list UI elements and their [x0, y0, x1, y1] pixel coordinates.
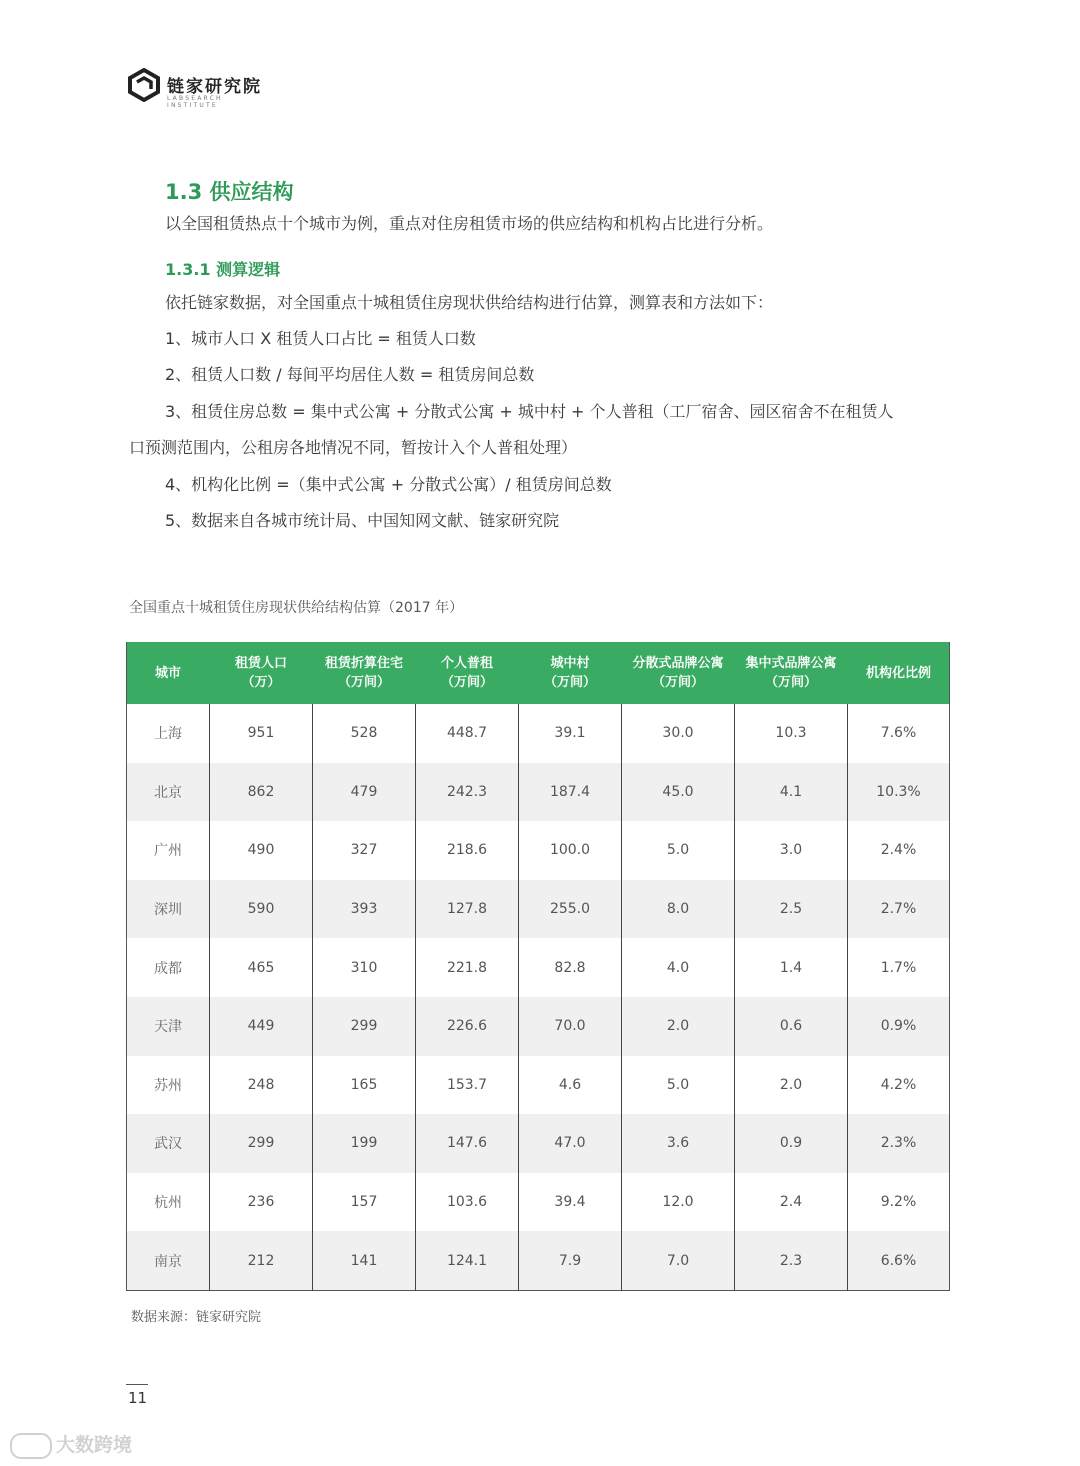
- value-cell: 255.0: [519, 880, 622, 939]
- column-header-unit: （万）: [241, 675, 281, 690]
- value-cell: 10.3%: [848, 763, 950, 822]
- data-source: 数据来源：链家研究院: [131, 1310, 262, 1325]
- value-cell: 0.6: [735, 997, 848, 1056]
- table-row: [127, 880, 950, 939]
- value-cell: 862: [210, 763, 313, 822]
- value-cell: 3.0: [735, 821, 848, 880]
- column-header-unit: （万间）: [764, 675, 817, 690]
- watermark: [10, 1430, 132, 1459]
- value-cell: 221.8: [416, 938, 519, 997]
- table-row: [127, 1056, 950, 1115]
- value-cell: 9.2%: [880, 1194, 917, 1211]
- value-cell: 82.8: [519, 938, 622, 997]
- value-cell: 449: [210, 997, 313, 1056]
- value-cell: 10.3: [735, 704, 848, 763]
- table-row: [127, 821, 950, 880]
- brand-name: 链家研究院: [167, 77, 262, 97]
- watermark-icon: [10, 1433, 52, 1459]
- value-cell: 103.6: [416, 1173, 519, 1232]
- method-lead: 依托链家数据，对全国重点十城租赁住房现状供给结构进行估算，测算表和方法如下：: [165, 293, 774, 312]
- value-cell: 448.7: [416, 704, 519, 763]
- value-cell: 2.7%: [848, 880, 950, 939]
- city-cell: 天津: [127, 997, 210, 1056]
- method-item-4: 4、机构化比例 =（集中式公寓 + 分散式公寓）/ 租赁房间总数: [165, 475, 612, 494]
- value-cell: 2.3: [735, 1231, 848, 1290]
- value-cell: 590: [210, 880, 313, 939]
- table-caption: 全国重点十城租赁住房现状供给结构估算（2017 年）: [129, 600, 464, 616]
- city-cell: 武汉: [127, 1114, 210, 1173]
- value-cell: 2.3%: [848, 1114, 950, 1173]
- table-row: [127, 1231, 950, 1290]
- value-cell: 218.6: [416, 821, 519, 880]
- column-header-label: 个人普租: [440, 656, 493, 671]
- value-cell: 2.5: [735, 880, 848, 939]
- method-item-2: 2、租赁人口数 / 每间平均居住人数 = 租赁房间总数: [165, 365, 535, 384]
- table-row: [127, 997, 950, 1056]
- column-header: [313, 642, 416, 704]
- value-cell: 4.2%: [880, 1076, 917, 1093]
- value-cell: 212: [210, 1231, 313, 1290]
- value-cell: 7.9: [519, 1231, 622, 1290]
- column-header: [519, 642, 622, 704]
- value-cell: 6.6%: [848, 1231, 950, 1290]
- value-cell: 465: [210, 938, 313, 997]
- supply-structure-table: [126, 642, 950, 1291]
- value-cell: 299: [210, 1114, 313, 1173]
- value-cell: 4.6: [519, 1056, 622, 1115]
- value-cell: 187.4: [519, 763, 622, 822]
- city-cell: 上海: [127, 704, 210, 763]
- table-body: [127, 704, 950, 1290]
- value-cell: 528: [313, 704, 416, 763]
- value-cell: 45.0: [622, 763, 735, 822]
- value-cell: 310: [313, 938, 416, 997]
- value-cell: 490: [210, 821, 313, 880]
- column-header-unit: （万间）: [337, 675, 390, 690]
- column-header-unit: （万间）: [651, 675, 704, 690]
- watermark-text: 大数跨境: [56, 1434, 133, 1456]
- table-row: [127, 1114, 950, 1173]
- column-header-unit: （万间）: [440, 675, 493, 690]
- table-row: [127, 763, 950, 822]
- value-cell: 39.4: [519, 1173, 622, 1232]
- value-cell: 7.6%: [880, 725, 917, 742]
- value-cell: 2.0: [622, 997, 735, 1056]
- column-header-label: 集中式品牌公寓: [745, 656, 837, 671]
- city-cell: 苏州: [127, 1056, 210, 1115]
- city-cell: 北京: [127, 763, 210, 822]
- value-cell: 30.0: [622, 704, 735, 763]
- value-cell: 479: [313, 763, 416, 822]
- value-cell: 4.1: [735, 763, 848, 822]
- city-cell: 南京: [127, 1231, 210, 1290]
- column-header: [416, 642, 519, 704]
- section-title: 1.3 供应结构: [165, 180, 294, 204]
- value-cell: 1.4: [735, 938, 848, 997]
- value-cell: 124.1: [416, 1231, 519, 1290]
- city-cell: 广州: [127, 821, 210, 880]
- table-row: [127, 704, 950, 763]
- method-item-5: 5、数据来自各城市统计局、中国知网文献、链家研究院: [165, 511, 560, 530]
- value-cell: 147.6: [416, 1114, 519, 1173]
- value-cell: 5.0: [622, 1056, 735, 1115]
- brand-logo: [127, 68, 277, 108]
- value-cell: 5.0: [622, 821, 735, 880]
- method-item-3: 3、租赁住房总数 = 集中式公寓 + 分散式公寓 + 城中村 + 个人普租（工厂宿舍、园区宿舍不在租赁人: [165, 402, 894, 421]
- value-cell: 7.0: [622, 1231, 735, 1290]
- value-cell: 157: [313, 1173, 416, 1232]
- value-cell: 12.0: [622, 1173, 735, 1232]
- city-cell: 成都: [127, 938, 210, 997]
- value-cell: 248: [210, 1056, 313, 1115]
- value-cell: 165: [313, 1056, 416, 1115]
- value-cell: 327: [313, 821, 416, 880]
- method-item-1: 1、城市人口 X 租赁人口占比 = 租赁人口数: [165, 329, 476, 348]
- page-number: 11: [128, 1389, 148, 1407]
- value-cell: 70.0: [519, 997, 622, 1056]
- value-cell: 47.0: [519, 1114, 622, 1173]
- column-header-label: 租赁人口: [234, 656, 287, 671]
- table-row: [127, 1173, 950, 1232]
- column-header: [848, 642, 950, 704]
- column-header-label: 租赁折算住宅: [324, 656, 403, 671]
- column-header-label: 城中村: [550, 656, 590, 671]
- value-cell: 153.7: [416, 1056, 519, 1115]
- column-header: [735, 642, 848, 704]
- subsection-title: 1.3.1 测算逻辑: [165, 260, 281, 279]
- value-cell: 1.7%: [880, 959, 917, 976]
- column-header: [622, 642, 735, 704]
- value-cell: 393: [313, 880, 416, 939]
- value-cell: 236: [210, 1173, 313, 1232]
- value-cell: 242.3: [416, 763, 519, 822]
- table-row: [127, 938, 950, 997]
- value-cell: 0.9: [735, 1114, 848, 1173]
- logo-icon: [127, 68, 161, 102]
- column-header: [210, 642, 313, 704]
- value-cell: 2.0: [735, 1056, 848, 1115]
- value-cell: 127.8: [416, 880, 519, 939]
- value-cell: 100.0: [519, 821, 622, 880]
- column-header-label: 机构化比例: [865, 665, 931, 681]
- value-cell: 8.0: [622, 880, 735, 939]
- value-cell: 299: [313, 997, 416, 1056]
- column-header-label: 分散式品牌公寓: [632, 656, 724, 671]
- column-header-label: 城市: [154, 665, 181, 681]
- brand-subtitle: LABSEARCH INSTITUTE: [167, 95, 223, 109]
- value-cell: 141: [313, 1231, 416, 1290]
- section-intro: 以全国租赁热点十个城市为例，重点对住房租赁市场的供应结构和机构占比进行分析。: [165, 214, 774, 233]
- city-cell: 杭州: [127, 1173, 210, 1232]
- column-header-unit: （万间）: [543, 675, 596, 690]
- value-cell: 4.0: [622, 938, 735, 997]
- value-cell: 39.1: [519, 704, 622, 763]
- column-header: [127, 642, 210, 704]
- value-cell: 226.6: [416, 997, 519, 1056]
- method-item-3-cont: 口预测范围内，公租房各地情况不同，暂按计入个人普租处理）: [129, 438, 578, 457]
- city-cell: 深圳: [127, 880, 210, 939]
- value-cell: 199: [313, 1114, 416, 1173]
- value-cell: 3.6: [622, 1114, 735, 1173]
- value-cell: 0.9%: [848, 997, 950, 1056]
- value-cell: 951: [210, 704, 313, 763]
- page-number-rule: [126, 1384, 148, 1385]
- value-cell: 2.4: [735, 1173, 848, 1232]
- value-cell: 2.4%: [880, 842, 917, 859]
- table-header-row: [127, 642, 950, 704]
